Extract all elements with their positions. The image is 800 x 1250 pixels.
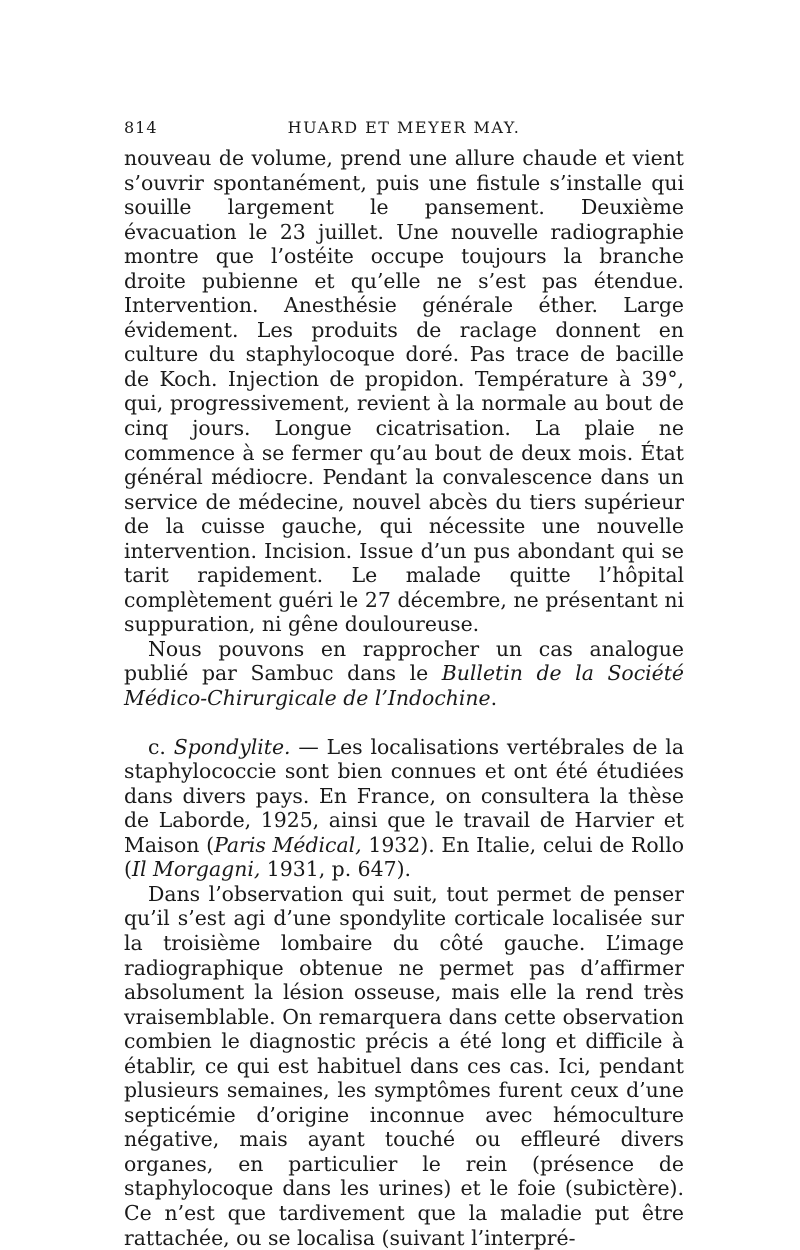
paragraph-text: 1932). En Italie, celui de Rollo ( <box>124 832 684 882</box>
citation-journal: Paris Médical, <box>214 832 362 857</box>
paragraph-text: 1931, p. 647). <box>260 857 412 882</box>
paragraph-text: . <box>490 686 498 711</box>
paragraph-observation: Dans l’observation qui suit, tout permet de penser qu’il s’est agi d’une spondylite corticale localisée sur la troisième lombaire du côté gauche. L’image radiographique obtenue ne permet pas d’affirmer absolument la lésion osseuse, mais elle la rend très vraisemblable. On remarquera dans cette observation combien le diagnostic précis a été long et difficile à établir, ce qui est habituel dans ces cas. Ici, pendant plusieurs semaines, les symptômes furent ceux d’une septicémie d’origine inconnue avec hémoculture négative, mais ayant touché ou effleuré divers organes, en particulier le rein (présence de staphylocoque dans les urines) et le foie (subictère). Ce n’est que tardivement que la maladie put être rattachée, ou se localisa (suivant l’interpré- <box>124 881 684 1250</box>
paragraph-case-continuation: nouveau de volume, prend une allure chaude et vient s’ouvrir spontanément, puis une fistule s’installe qui souille largement le pansement. Deuxième évacuation le 23 juillet. Une nouvelle radiographie montre que l’ostéite occupe toujours la branche droite pubienne et qu’elle ne s’est pas étendue. Intervention. Anesthésie générale éther. Large évidement. Les produits de raclage donnent en culture du staphylocoque doré. Pas trace de bacille de Koch. Injection de propidon. Température à 39°, qui, progressivement, revient à la normale au bout de cinq jours. Longue cicatrisation. La plaie ne commence à se fermer qu’au bout de deux mois. État général médiocre. Pendant la convalescence dans un service de médecine, nouvel abcès du tiers supérieur de la cuisse gauche, qui nécessite une nouvelle intervention. Incision. Issue d’un pus abondant qui se tarit rapidement. Le malade quitte l’hôpital complètement guéri le 27 décembre, ne présentant ni suppuration, ni gêne douloureuse. <box>124 146 684 637</box>
section-gap <box>124 711 684 735</box>
page-number: 814 <box>124 118 158 137</box>
running-title: HUARD ET MEYER MAY. <box>287 118 521 137</box>
book-page <box>124 118 684 1250</box>
paragraph-spondylite <box>124 735 684 882</box>
citation-journal: Il Morgagni, <box>131 857 261 882</box>
paragraph-text: Nous pouvons en rapprocher un cas analogue publié par Sambuc dans le <box>124 636 684 686</box>
section-label: c. <box>148 734 174 759</box>
section-heading: Spondylite. <box>173 734 291 759</box>
paragraph-text: — Les localisations vertébrales de la staphylococcie sont bien connues et ont été étudiées dans divers pays. En France, on consultera la thèse de Laborde, 1925, ainsi que le travail de Harvier et Maison ( <box>124 734 684 857</box>
journal-title: Bulletin de la Société Médico-Chirurgicale de l’Indochine <box>124 661 684 711</box>
running-header <box>124 118 684 146</box>
paragraph-analogous-case <box>124 637 684 711</box>
